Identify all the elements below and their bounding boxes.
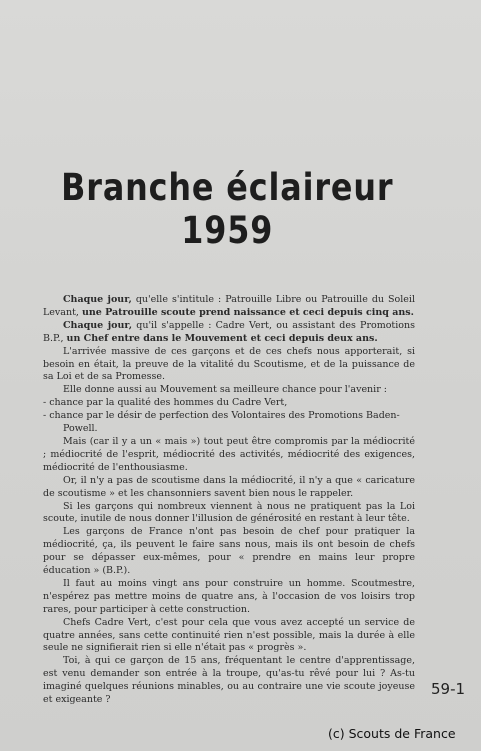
paragraph <box>43 423 415 436</box>
text-run: Or, il n'y a pas de scoutisme dans la médiocrité, il n'y a que « caricature de scoutisme » et les chansonniers savent bien nous le rappeler. <box>43 474 415 499</box>
copyright-watermark: (c) Scouts de France <box>328 726 456 741</box>
text-run: L'arrivée massive de ces garçons et de ces chefs nous apporterait, si besoin en était, la preuve de la vitalité du Scoutisme, et de la puissance de sa Loi et de sa Promesse. <box>43 345 415 383</box>
text-run: Powell. <box>63 423 98 435</box>
text-run: Les garçons de France n'ont pas besoin de chef pour pratiquer la médiocrité, ça, ils peuvent le faire sans nous, mais ils ont besoin de chefs pour se dépasser eux-mêmes, pour « prendre en mains leur propre éducation » (B.P.). <box>43 526 415 577</box>
paragraph <box>43 501 415 527</box>
article-body <box>43 294 415 707</box>
paragraph <box>43 436 415 475</box>
paragraph <box>43 384 415 397</box>
text-run: Mais (car il y a un « mais ») tout peut être compromis par la médiocrité ; médiocrité de l'esprit, médiocrité des activités, médiocrité des exigences, médiocrité de l'enthousiasme. <box>43 435 415 473</box>
paragraph <box>43 578 415 617</box>
paragraph <box>43 475 415 501</box>
bold-text: un Chef entre dans le Mouvement et ceci depuis deux ans. <box>66 332 378 344</box>
page-number: 59-1 <box>431 680 466 698</box>
paragraph <box>43 294 415 320</box>
text-run: Si les garçons qui nombreux viennent à nous ne pratiquent pas la Loi scoute, inutile de nous donner l'illusion de générosité en restant à leur tête. <box>43 500 415 525</box>
paragraph <box>43 526 415 578</box>
paragraph <box>43 397 415 410</box>
text-run: qu'elle s'intitule : Patrouille Libre ou Patrouille du Soleil Levant, <box>43 294 415 318</box>
paragraph <box>43 346 415 385</box>
paragraph <box>43 320 415 346</box>
text-run: Elle donne aussi au Mouvement sa meilleure chance pour l'avenir : <box>63 384 387 396</box>
text-run: - chance par la qualité des hommes du Cadre Vert, <box>43 397 288 409</box>
page-title: Branche éclaireur 1959 <box>61 166 394 252</box>
text-run: Toi, à qui ce garçon de 15 ans, fréquentant le centre d'apprentissage, est venu demander son entrée à la troupe, qu'as-tu rêvé pour lui ? As-tu imaginé quelques réunions minables, ou au contraire une vie scoute joyeuse et exigeante ? <box>43 655 415 706</box>
text-run: Il faut au moins vingt ans pour construire un homme. Scoutmestre, n'espérez pas mettre moins de quatre ans, à l'occasion de vos loisirs trop rares, pour participer à cette construction. <box>43 577 415 615</box>
bold-text: une Patrouille scoute prend naissance et ceci depuis cinq ans. <box>81 306 414 318</box>
paragraph <box>43 410 415 423</box>
paragraph <box>43 655 415 707</box>
text-run: Chefs Cadre Vert, c'est pour cela que vous avez accepté un service de quatre années, sans cette continuité rien n'est possible, mais la durée à elle seule ne signifierait rien si elle n'était pas « progrès ». <box>43 616 415 654</box>
bold-text: Chaque jour, <box>63 319 133 331</box>
text-run: qu'il s'appelle : Cadre Vert, ou assistant des Promotions B.P., <box>43 319 415 344</box>
text-run: - chance par le désir de perfection des Volontaires des Promotions Baden- <box>43 410 400 422</box>
paragraph <box>43 617 415 656</box>
bold-text: Chaque jour, <box>63 294 132 305</box>
